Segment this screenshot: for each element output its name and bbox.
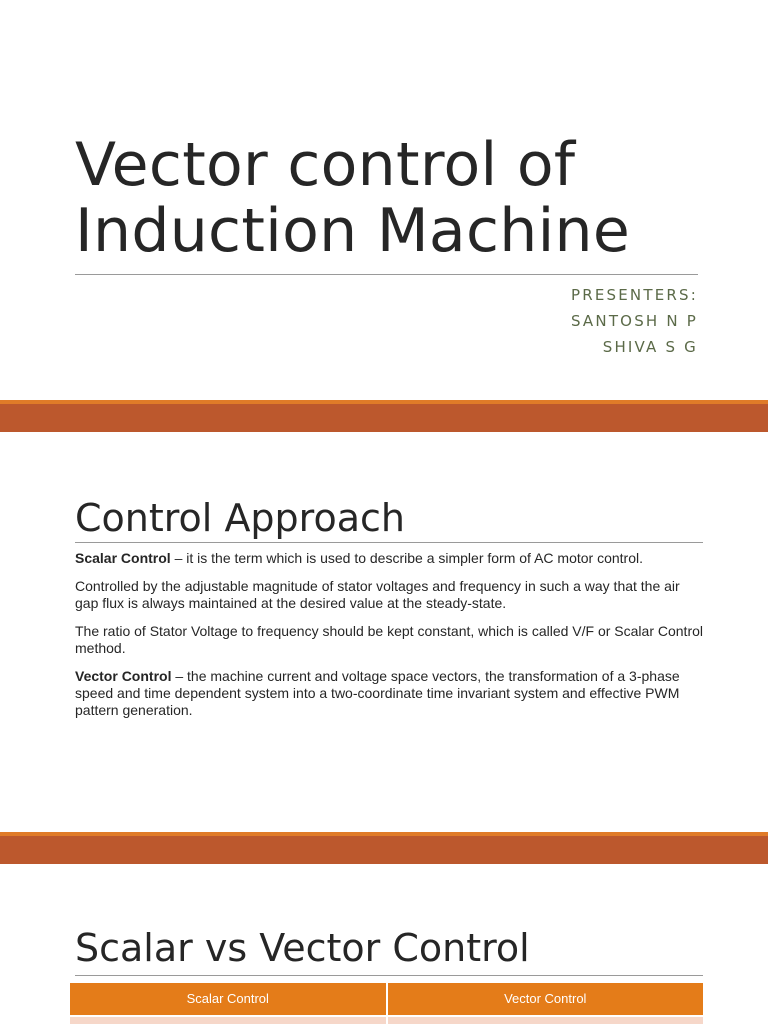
presenter-name: SHIVA S G xyxy=(602,338,698,356)
paragraph-text: – it is the term which is used to describe a simpler form of AC motor control. xyxy=(170,550,643,566)
comparison-table-header xyxy=(70,983,703,1015)
table-header-cell: Vector Control xyxy=(386,983,704,1015)
title-line-1: Vector control of xyxy=(75,130,576,200)
table-cell xyxy=(70,1017,386,1024)
title-divider xyxy=(75,274,698,275)
presenter-name: SANTOSH N P xyxy=(570,312,698,330)
paragraph: The ratio of Stator Voltage to frequency should be kept constant, which is called V/F or Scalar Control method. xyxy=(75,623,704,656)
term-scalar-control: Scalar Control xyxy=(75,550,171,566)
table-row xyxy=(70,1017,703,1024)
slide-heading: Scalar vs Vector Control xyxy=(75,926,530,970)
presenters-block xyxy=(571,282,698,360)
heading-divider xyxy=(75,542,703,543)
paragraph: Controlled by the adjustable magnitude of stator voltages and frequency in such a way that the air gap flux is always maintained at the desired value at the steady-state. xyxy=(75,578,680,611)
slide-separator-band xyxy=(0,832,768,864)
paragraph xyxy=(75,668,705,719)
slide-heading: Control Approach xyxy=(75,496,405,540)
paragraph-text: – the machine current and voltage space vectors, the transformation of a 3-phase speed and time dependent system into a two-coordinate time invariant system and effective PWM pattern generation. xyxy=(75,668,680,718)
table-header-cell: Scalar Control xyxy=(70,983,386,1015)
presenters-label: PRESENTERS: xyxy=(570,286,698,304)
title-slide-heading xyxy=(75,132,715,264)
heading-divider xyxy=(75,975,703,976)
slide-body xyxy=(75,550,705,730)
slide-separator-band xyxy=(0,400,768,432)
title-line-2: Induction Machine xyxy=(75,196,631,266)
table-cell xyxy=(386,1017,704,1024)
paragraph xyxy=(75,550,705,567)
term-vector-control: Vector Control xyxy=(75,668,172,684)
